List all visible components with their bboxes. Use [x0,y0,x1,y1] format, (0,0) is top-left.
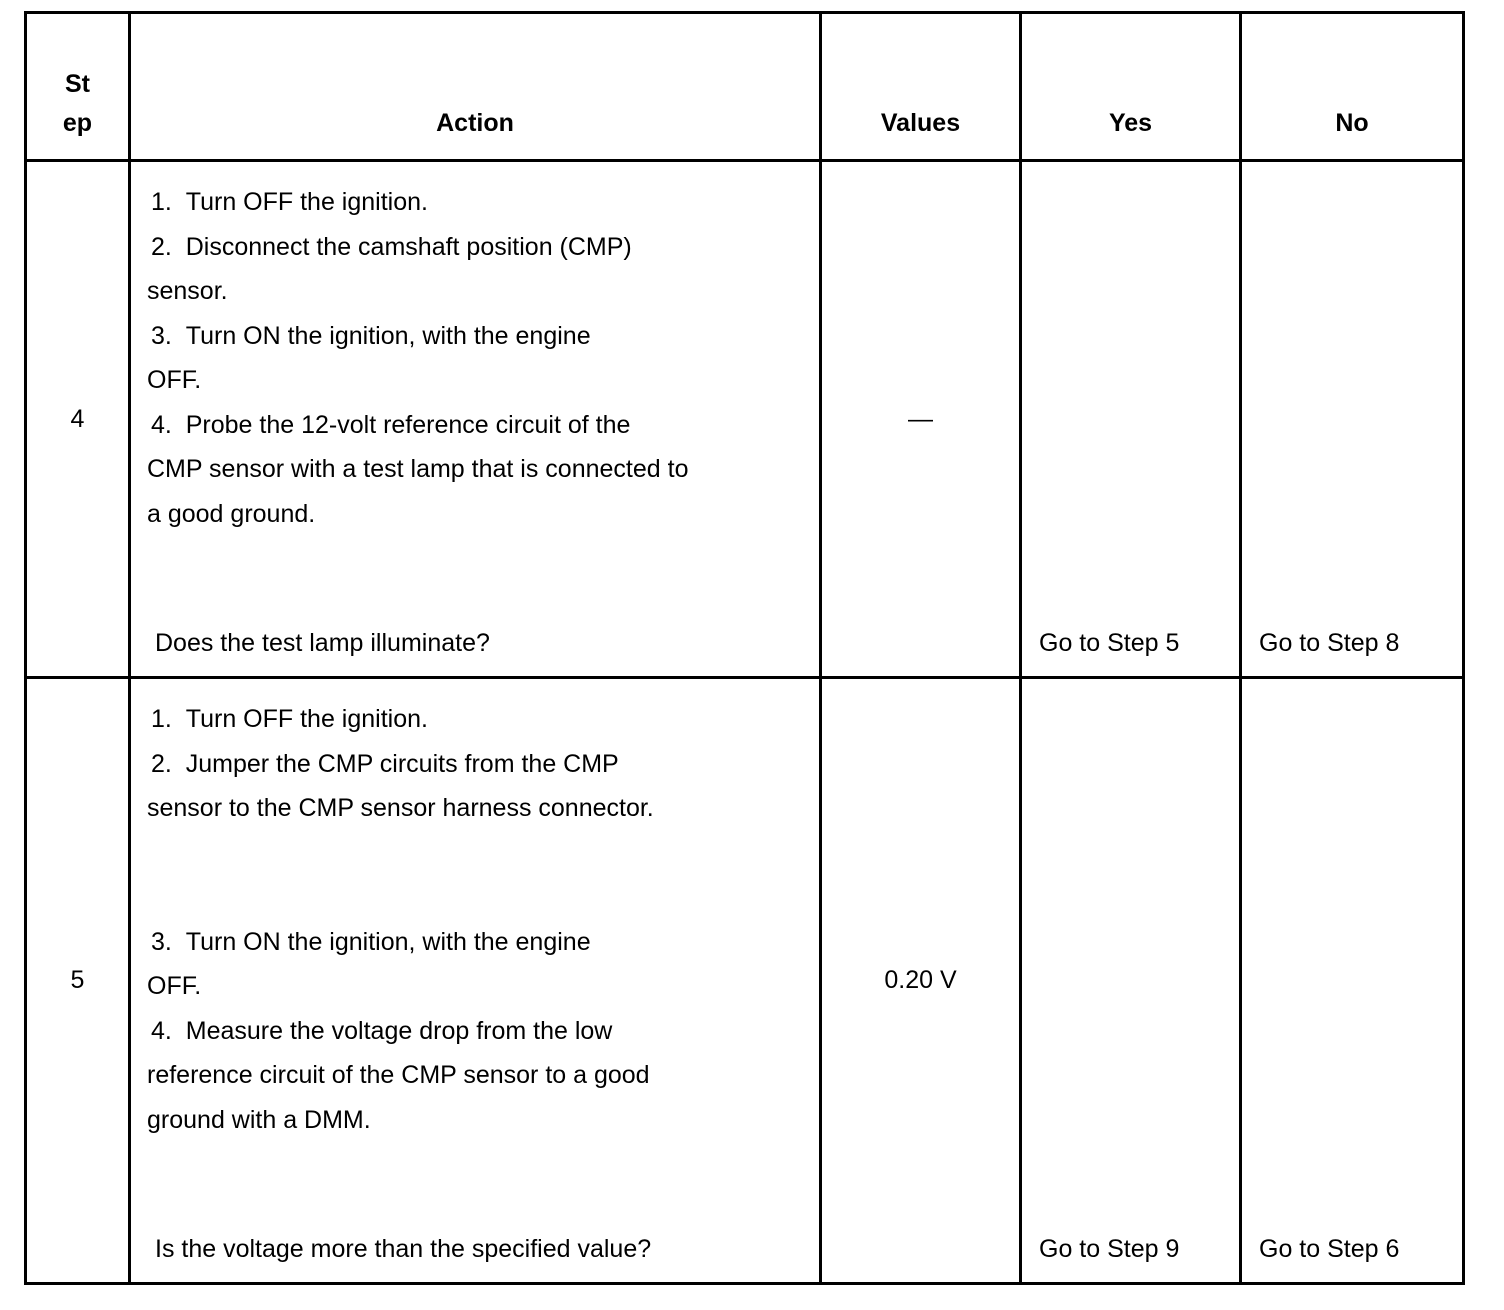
action-line: ground with a DMM. [147,1105,371,1134]
header-values: Values [821,13,1021,161]
action-line: sensor to the CMP sensor harness connector. [147,794,654,822]
step-cell [26,161,130,678]
step-number: 5 [70,966,85,994]
yes-link-text: Go to Step 9 [1039,1235,1180,1263]
header-step-line2: ep [62,109,93,137]
action-line: reference circuit of the CMP sensor to a good [147,1061,650,1089]
action-line: 2. Disconnect the camshaft position (CMP) [151,232,632,261]
yes-link-text: Go to Step 5 [1039,629,1180,657]
no-link-text: Go to Step 8 [1259,629,1400,657]
step-number: 4 [70,405,85,433]
no-cell [1241,161,1464,678]
action-line: 1. Turn OFF the ignition. [151,188,428,216]
header-row [26,13,1464,161]
action-line: sensor. [147,277,228,305]
header-step [26,13,130,161]
table-row [26,161,1464,678]
action-line: CMP sensor with a test lamp that is connected to [147,455,689,483]
action-line: OFF. [147,366,202,394]
values-cell [821,161,1021,678]
action-line: 4. Measure the voltage drop from the low [151,1016,613,1045]
action-line: 1. Turn OFF the ignition. [151,705,428,733]
action-line: 2. Jumper the CMP circuits from the CMP [151,749,619,778]
diagnostic-table [24,11,1465,1285]
action-cell [130,678,821,1284]
header-no: No [1241,13,1464,161]
action-list [147,180,811,536]
action-line: 3. Turn ON the ignition, with the engine [151,321,591,350]
action-question: Is the voltage more than the specified value? [155,1235,652,1263]
yes-cell [1021,678,1241,1284]
action-question: Does the test lamp illuminate? [155,629,490,657]
action-line: 3. Turn ON the ignition, with the engine [151,927,591,956]
value-text: — [908,405,933,433]
table-row [26,678,1464,1284]
no-cell [1241,678,1464,1284]
spacer [147,831,811,920]
no-link-text: Go to Step 6 [1259,1235,1400,1263]
value-text: 0.20 V [884,966,957,994]
header-yes: Yes [1021,13,1241,161]
values-cell [821,678,1021,1284]
header-step-line1: St [65,70,90,98]
action-line: a good ground. [147,499,316,528]
yes-cell [1021,161,1241,678]
action-line: OFF. [147,972,202,1000]
action-list [147,697,811,1142]
header-action: Action [130,13,821,161]
action-line: 4. Probe the 12-volt reference circuit of the [151,410,631,439]
action-cell [130,161,821,678]
step-cell [26,678,130,1284]
